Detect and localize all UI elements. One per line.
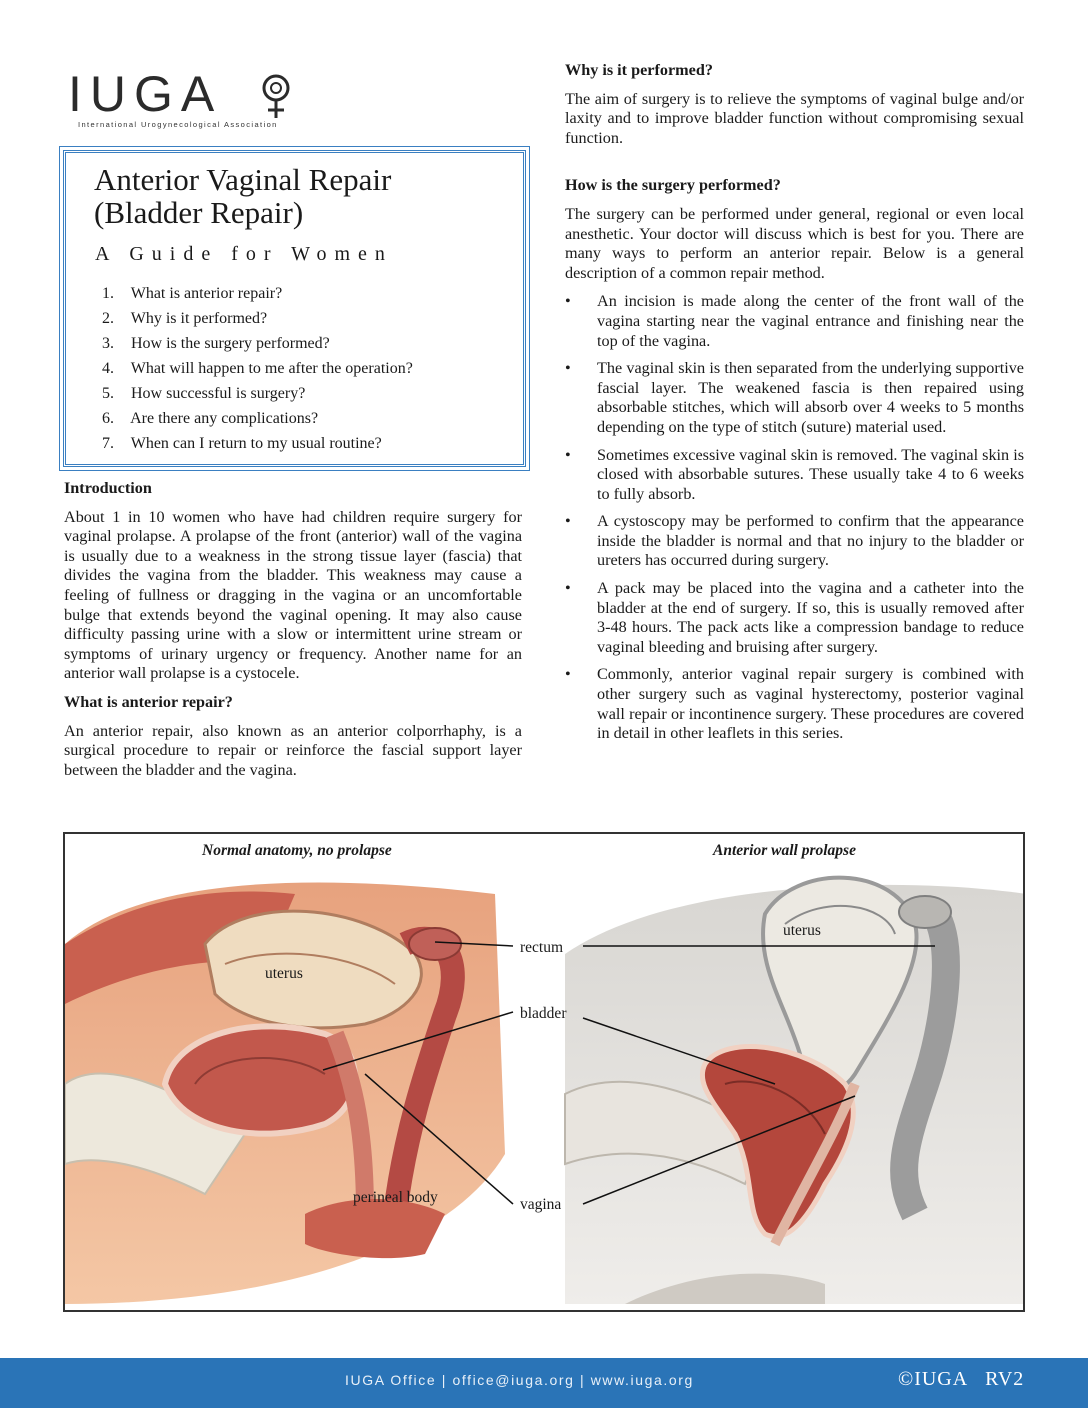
list-item: • The vaginal skin is then separated from the underlying supportive fascial layer. The weakened fascia is then repaired using absorbable stitches, which will absorb over 4 weeks to 5 months depending on the type of stitch (suture) material used. [565, 359, 1024, 436]
toc-item: 7. When can I return to my usual routine? [102, 435, 382, 452]
section-heading-why: Why is it performed? [565, 61, 713, 79]
anatomy-figure [63, 832, 1025, 1312]
how-text: The surgery can be performed under general, regional or even local anesthetic. Your doctor will discuss which is best for you. There are many ways to perform an anterior repair. Below is a general description of a common repair method. [565, 204, 1024, 282]
section-heading-introduction: Introduction [64, 479, 152, 497]
figure-caption-prolapse: Anterior wall prolapse [713, 842, 856, 859]
title-box [63, 150, 526, 467]
document-title [94, 163, 391, 229]
list-item: • An incision is made along the center of the front wall of the vagina starting near the vaginal entrance and finishing near the top of the vagina. [565, 292, 1024, 350]
footer-contact: IUGA Office | office@iuga.org | www.iuga.org [345, 1372, 694, 1388]
list-item: • A cystoscopy may be performed to confirm that the appearance inside the bladder is normal and that no injury to the bladder or ureters has occurred during surgery. [565, 512, 1024, 570]
iuga-logo [68, 66, 308, 132]
label-vagina: vagina [520, 1196, 562, 1213]
normal-anatomy-illustration [65, 882, 505, 1304]
toc-item: 5. How successful is surgery? [102, 385, 306, 402]
why-text: The aim of surgery is to relieve the symptoms of vaginal bulge and/or laxity and to improve bladder function without compromising sexual function. [565, 89, 1024, 147]
document-subtitle: A Guide for Women [95, 243, 393, 265]
table-of-contents [102, 281, 413, 456]
female-symbol-icon [256, 70, 296, 122]
logo-wordmark: IUGA [68, 66, 223, 122]
page-footer [0, 1358, 1088, 1408]
anatomy-illustration [65, 834, 1025, 1312]
footer-copyright: ©IUGA RV2 [898, 1368, 1025, 1390]
label-bladder: bladder [520, 1005, 567, 1022]
section-heading-what-is: What is anterior repair? [64, 692, 233, 711]
title-line-2: (Bladder Repair) [94, 195, 304, 230]
section-heading-how: How is the surgery performed? [565, 176, 781, 195]
figure-caption-normal: Normal anatomy, no prolapse [202, 842, 392, 859]
toc-item: 3. How is the surgery performed? [102, 335, 330, 352]
label-uterus-normal: uterus [265, 965, 303, 982]
toc-item: 1. What is anterior repair? [102, 285, 283, 302]
label-perineal-body: perineal body [353, 1189, 438, 1206]
what-is-text: An anterior repair, also known as an anterior colporrhaphy, is a surgical procedure to repair or reinforce the fascial support layer between the bladder and the vagina. [64, 721, 522, 779]
toc-item: 6. Are there any complications? [102, 410, 319, 427]
left-column [64, 479, 522, 789]
list-item: • A pack may be placed into the vagina and a catheter into the bladder at the end of surgery. If so, this is usually removed after 3-48 hours. The pack acts like a compression bandage to reduce vaginal bleeding and bruising after surgery. [565, 579, 1024, 656]
label-uterus-prolapse: uterus [783, 922, 821, 939]
logo-subtitle: International Urogynecological Association [78, 120, 278, 129]
label-rectum: rectum [520, 939, 564, 956]
introduction-text: About 1 in 10 women who have had children require surgery for vaginal prolapse. A prolapse of the front (anterior) wall of the vagina is usually due to a weakness in the strong tissue layer (fascia) that divides the vagina from the bladder. This weakness may cause a feeling of fullness or dragging in the vagina or an uncomfortable bulge that extends beyond the vaginal opening. It may also cause difficulty passing urine with a slow or intermittent urine stream or symptoms of urinary urgency or frequency. Another name for an anterior wall prolapse is a cystocele. [64, 507, 522, 683]
right-column [565, 61, 1024, 752]
prolapse-illustration [565, 878, 1025, 1304]
list-item: • Commonly, anterior vaginal repair surgery is combined with other surgery such as vaginal hysterectomy, posterior vaginal wall repair or incontinence surgery. These procedures are covered in detail in other leaflets in this series. [565, 665, 1024, 743]
list-item: • Sometimes excessive vaginal skin is removed. The vaginal skin is closed with absorbable sutures. These usually take 4 to 6 weeks to fully absorb. [565, 445, 1024, 503]
toc-item: 4. What will happen to me after the operation? [102, 360, 413, 377]
toc-item: 2. Why is it performed? [102, 310, 268, 327]
title-line-1: Anterior Vaginal Repair [94, 162, 392, 197]
procedure-steps [565, 292, 1024, 743]
